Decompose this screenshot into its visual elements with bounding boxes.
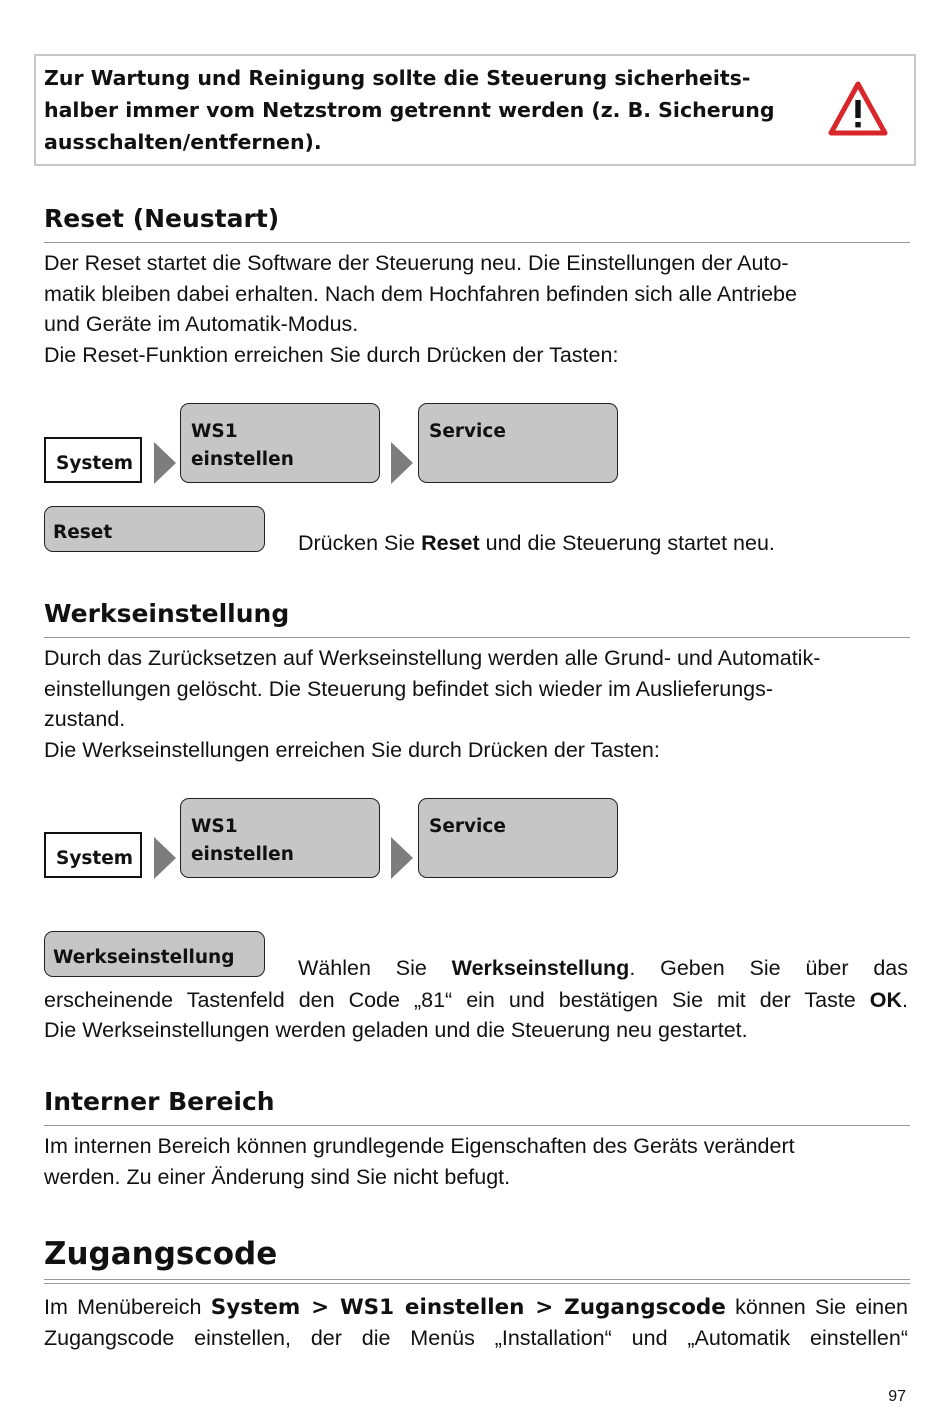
text-line: Die Reset-Funktion erreichen Sie durch Drücken der Tasten: xyxy=(44,343,619,368)
warning-line: ausschalten/entfernen). xyxy=(44,130,322,154)
note-text: und die Steuerung startet neu. xyxy=(479,531,775,555)
warning-text xyxy=(44,62,814,158)
text-line: Die Werkseinstellungen erreichen Sie durch Drücken der Tasten: xyxy=(44,738,660,763)
button-label: WS1 xyxy=(191,816,238,837)
intern-paragraph xyxy=(44,1131,908,1192)
text-line: Durch das Zurücksetzen auf Werkseinstellung werden alle Grund- und Automatik- xyxy=(44,646,821,670)
service-button[interactable] xyxy=(418,403,618,483)
section-heading-interner-bereich: Interner Bereich xyxy=(44,1087,275,1116)
text-line: einstellungen gelöscht. Die Steuerung befindet sich wieder im Auslieferungs- xyxy=(44,676,774,701)
text-line: matik bleiben dabei erhalten. Nach dem Hochfahren befinden sich alle Antriebe xyxy=(44,281,797,306)
section-heading-werkseinstellung: Werkseinstellung xyxy=(44,599,290,628)
button-label: Service xyxy=(429,816,506,837)
reset-note xyxy=(298,531,775,556)
note-text: . Geben Sie über das xyxy=(629,956,908,980)
button-label: einstellen xyxy=(191,449,294,470)
note-text: Wählen Sie xyxy=(298,956,452,980)
note-text: erscheinende Tastenfeld den Code „81“ ein und bestätigen Sie mit der Taste xyxy=(44,988,870,1012)
warning-line: halber immer vom Netzstrom getrennt werden (z. B. Sicherung xyxy=(44,98,775,122)
ws1-einstellen-button[interactable] xyxy=(180,798,380,878)
reset-paragraph xyxy=(44,248,908,371)
arrow-right-icon xyxy=(154,837,176,879)
note-text: . xyxy=(902,988,908,1012)
zugang-line xyxy=(44,1295,908,1320)
note-text: Drücken Sie xyxy=(298,531,422,555)
zugang-line: Zugangscode einstellen, der die Menüs „Installation“ und „Automatik einstellen“ xyxy=(44,1326,908,1350)
divider xyxy=(44,242,910,243)
werk-note-line xyxy=(44,988,908,1013)
note-text: Im Menübereich xyxy=(44,1295,211,1319)
button-label: einstellen xyxy=(191,844,294,865)
reset-button[interactable]: Reset xyxy=(44,506,265,552)
button-label: Service xyxy=(429,421,506,442)
note-text: können Sie einen xyxy=(725,1295,908,1319)
system-button[interactable]: System xyxy=(44,437,142,483)
text-line: Der Reset startet die Software der Steuerung neu. Die Einstellungen der Auto- xyxy=(44,251,789,275)
note-bold: OK xyxy=(869,988,903,1012)
page-number: 97 xyxy=(888,1388,906,1405)
double-divider xyxy=(44,1279,910,1284)
text-line: werden. Zu einer Änderung sind Sie nicht befugt. xyxy=(44,1164,511,1189)
werk-note-line xyxy=(298,956,908,981)
text-line: zustand. xyxy=(44,707,126,732)
divider xyxy=(44,637,910,638)
text-line: und Geräte im Automatik-Modus. xyxy=(44,312,359,337)
system-button[interactable]: System xyxy=(44,832,142,878)
chapter-heading-zugangscode: Zugangscode xyxy=(44,1236,278,1272)
arrow-right-icon xyxy=(391,442,413,484)
text-line: Im internen Bereich können grundlegende Eigenschaften des Geräts verändert xyxy=(44,1134,795,1158)
werkseinstellung-button[interactable]: Werkseinstellung xyxy=(44,931,265,977)
ws1-einstellen-button[interactable] xyxy=(180,403,380,483)
werk-note-line: Die Werkseinstellungen werden geladen und die Steuerung neu gestartet. xyxy=(44,1018,748,1042)
service-button[interactable] xyxy=(418,798,618,878)
note-bold: Reset xyxy=(421,531,480,555)
warning-triangle-icon xyxy=(828,80,888,138)
divider xyxy=(44,1125,910,1126)
button-label: WS1 xyxy=(191,421,238,442)
warning-line: Zur Wartung und Reinigung sollte die Steuerung sicherheits- xyxy=(44,66,751,90)
arrow-right-icon xyxy=(391,837,413,879)
werk-paragraph xyxy=(44,643,908,766)
arrow-right-icon xyxy=(154,442,176,484)
menu-path: System > WS1 einstellen > Zugangscode xyxy=(210,1295,726,1320)
section-heading-reset: Reset (Neustart) xyxy=(44,204,280,233)
note-bold: Werkseinstellung xyxy=(451,956,630,980)
